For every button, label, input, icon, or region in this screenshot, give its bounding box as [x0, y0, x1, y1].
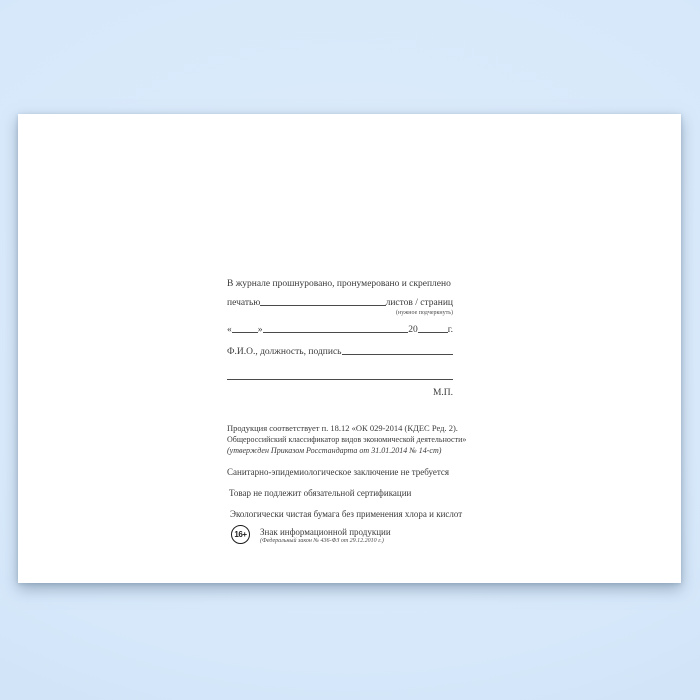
seal-row-label: печатью: [227, 298, 261, 308]
century-prefix: 20: [408, 325, 418, 335]
date-row: [227, 325, 453, 335]
seal-place-abbreviation: М.П.: [432, 388, 453, 398]
certification-statement: Товар не подлежит обязательной сертификации: [229, 488, 412, 498]
date-month-blank-line: [263, 332, 409, 333]
signature-blank-line: [227, 370, 453, 380]
underline-hint: (нужное подчеркнуть): [396, 310, 453, 316]
signer-label: Ф.И.О., должность, подпись: [227, 347, 342, 357]
seal-row: [227, 298, 453, 308]
open-quote: «: [227, 325, 232, 335]
sheets-pages-label: листов / страниц: [385, 298, 453, 308]
okved-paragraph: [227, 423, 467, 456]
sanitary-statement: Санитарно-эпидемиологическое заключение не требуется: [227, 467, 450, 477]
signer-row: [227, 347, 453, 357]
age-16plus-badge-icon: 16+: [231, 525, 250, 544]
okved-line-3: (утвержден Приказом Росстандарта от 31.01.2014 № 14-ст): [227, 446, 442, 455]
year-suffix: г.: [447, 325, 453, 335]
okved-line-1: Продукция соответствует п. 18.12 «ОК 029-2014 (КДЕС Ред. 2).: [227, 423, 458, 433]
age-mark-law-reference: (Федеральный закон № 436-ФЗ от 29.12.2010 г.): [260, 538, 384, 544]
signer-blank-line: [342, 354, 454, 355]
journal-back-page: [18, 114, 681, 583]
close-quote: »: [257, 325, 263, 335]
age-mark-row: [231, 525, 457, 545]
date-year-blank-line: [418, 332, 448, 333]
age-mark-text: [260, 527, 391, 545]
okved-line-2: Общероссийский классификатор видов экономической деятельности»: [227, 435, 467, 444]
binding-heading: В журнале прошнуровано, пронумеровано и скреплено: [227, 279, 451, 289]
age-mark-title: Знак информационной продукции: [260, 527, 391, 537]
seal-row-blank-line: [260, 305, 385, 306]
eco-statement: Экологически чистая бумага без применения хлора и кислот: [230, 509, 463, 519]
date-day-blank-line: [232, 332, 258, 333]
